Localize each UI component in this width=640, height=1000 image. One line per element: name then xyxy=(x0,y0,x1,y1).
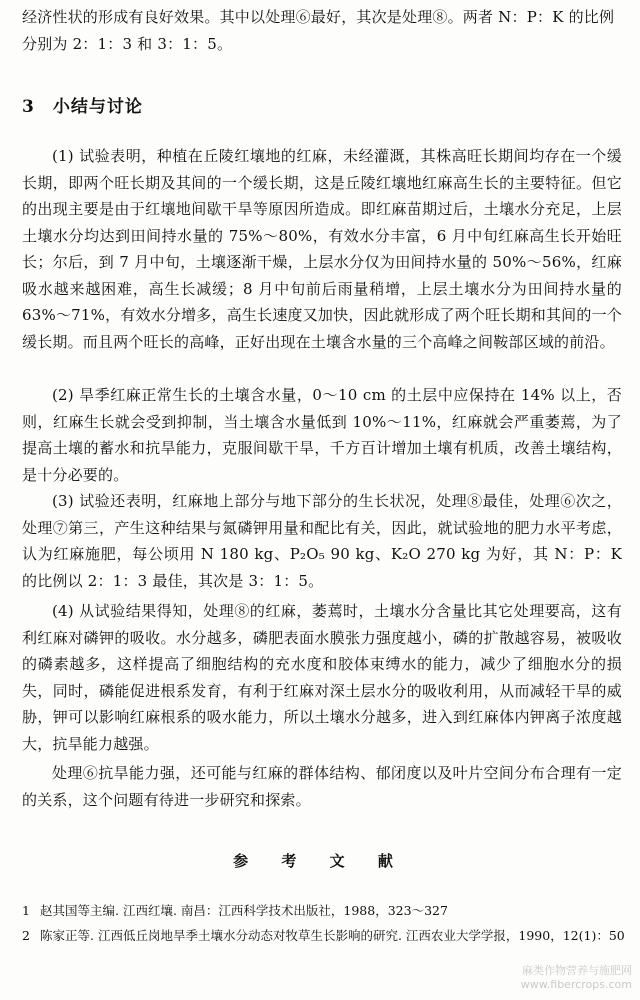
intro-paragraph xyxy=(22,4,622,57)
reference-number: 1 xyxy=(22,903,30,918)
intro-line-2: 分别为 2：1：3 和 3：1：5。 xyxy=(22,34,233,53)
intro-line-1: 经济性状的形成有良好效果。其中以处理⑥最好，其次是处理⑧。两者 N：P：K 的比例 xyxy=(22,8,615,26)
paragraph-3: (3) 试验还表明，红麻地上部分与地下部分的生长状况，处理⑧最佳，处理⑥次之，处理⑦第三，产生这种结果与氮磷钾用量和配比有关，因此，就试验地的肥力水平考虑，认为红麻施肥，每公顷用 N 180 kg、P₂O₅ 90 kg、K₂O 270 kg 为好，其 N：P：K 的比例以 2：1：3 最佳，其次是 3：1：5。 xyxy=(22,492,622,590)
reference-list xyxy=(22,898,627,948)
reference-text: 陈家正等. 江西低丘岗地旱季土壤水分动态对牧草生长影响的研究. 江西农业大学学报，1990，12(1)：50 xyxy=(40,928,625,943)
references-heading: 参 考 文 献 xyxy=(233,852,407,870)
section-heading xyxy=(22,92,143,117)
paragraph-1: (1) 试验表明，种植在丘陵红壤地的红麻，未经灌溉，其株高旺长期间均存在一个缓长期，即两个旺长期及其间的一个缓长期，这是丘陵红壤地红麻高生长的主要特征。但它的出现主要是由于红壤地间歇干旱等原因所造成。即红麻苗期过后，土壤水分充足，上层土壤水分均达到田间持水量的 75%～80%，有效水分丰富，6 月中旬红麻高生长开始旺长；尔后，到 7 月中旬，土壤逐渐干燥，上层水分仅为田间持水量的 50%～56%，红麻吸水越来越困难，高生长减缓；8 月中旬前后雨量稍增，上层土壤水分为田间持水量的 63%～71%，有效水分增多，高生长速度又加快，因此就形成了两个旺长期和其间的一个缓长期。而且两个旺长的高峰，正好出现在土壤含水量的三个高峰之间鞍部区域的前沿。 xyxy=(22,147,622,351)
watermark-line-1: 麻类作物营养与施肥网 xyxy=(522,964,632,977)
paragraph-5: 处理⑥抗旱能力强，还可能与红麻的群体结构、郁闭度以及叶片空间分布合理有一定的关系，这个问题有待进一步研究和探索。 xyxy=(22,764,622,809)
section-title: 小结与讨论 xyxy=(52,97,143,117)
reference-item xyxy=(22,898,627,923)
paragraph-2: (2) 旱季红麻正常生长的土壤含水量，0～10 cm 的土层中应保持在 14% 以上，否则，红麻生长就会受到抑制，当土壤含水量低到 10%～11%，红麻就会严重萎蔫，为了提高土壤的蓄水和抗旱能力，克服间歇干旱，千方百计增加土壤有机质，改善土壤结构，是十分必要的。 xyxy=(22,386,622,484)
reference-text: 赵其国等主编. 江西红壤. 南昌：江西科学技术出版社，1988，323～327 xyxy=(40,903,448,918)
reference-item xyxy=(22,923,627,948)
section-number: 3 xyxy=(22,97,35,117)
watermark-line-2: www.fibercrops.com xyxy=(520,978,632,991)
reference-number: 2 xyxy=(22,928,30,943)
watermark xyxy=(521,964,632,992)
paragraph-4: (4) 从试验结果得知，处理⑧的红麻，萎蔫时，土壤水分含量比其它处理要高，这有利红麻对磷钾的吸收。水分越多，磷肥表面水膜张力强度越小，磷的扩散越容易，被吸收的磷素越多，这样提高了细胞结构的充水度和胶体束缚水的能力，减少了细胞水分的损失，同时，磷能促进根系发育，有利于红麻对深土层水分的吸收利用，从而减轻干旱的威胁，钾可以影响红麻根系的吸水能力，所以土壤水分越多，进入到红麻体内钾离子浓度越大，抗旱能力越强。 xyxy=(22,602,622,753)
